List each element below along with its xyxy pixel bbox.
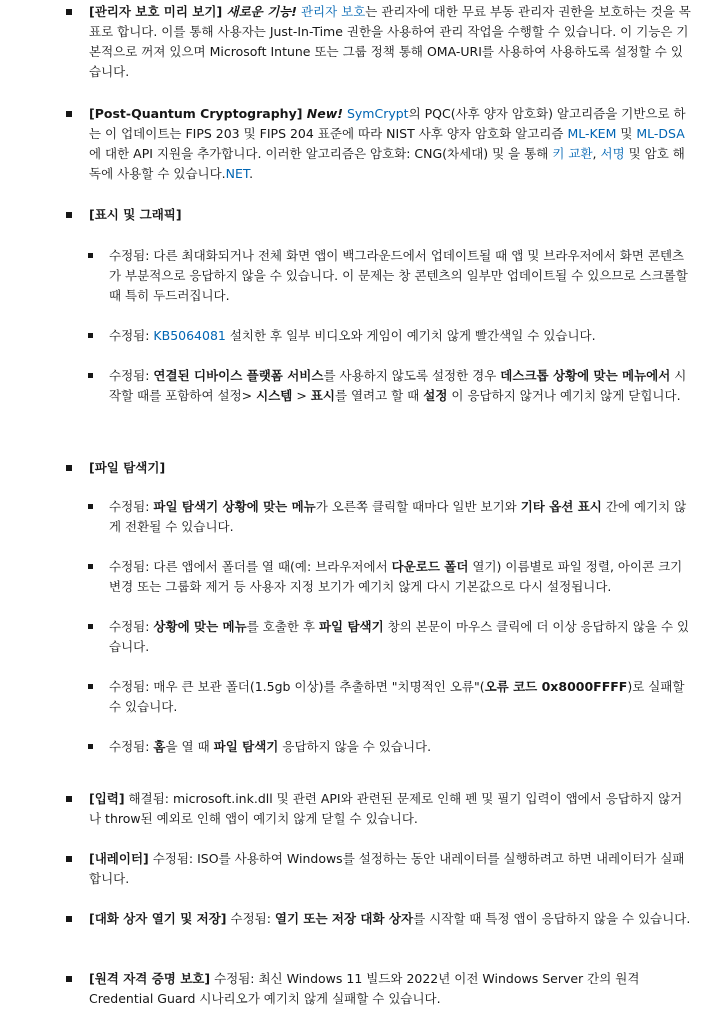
text-run: 수정됨: 최신 Windows 11 빌드와 2022년 이전 Windows Server 간의 원격 Credential Guard 시나리오가 예기치 않게 실패할 수 있습니다. bbox=[89, 971, 640, 1006]
bold-text: 표시 bbox=[310, 388, 335, 403]
bullet-icon bbox=[88, 504, 93, 509]
text-run: 해결됨: microsoft.ink.dll 및 관련 API와 관련된 문제로 인해 펜 및 필기 입력이 앱에서 응답하지 않거나 throw된 예외로 인해 앱이 예기치 않게 닫힐 수 있습니다. bbox=[89, 791, 683, 826]
text-run: 창의 본문이 마우스 클릭에 더 이상 응답하지 않을 수 있습니다. bbox=[109, 619, 690, 654]
text-run: 및 암호 해독에 사용할 수 있습니다. bbox=[89, 146, 685, 181]
bullet-icon bbox=[66, 9, 72, 15]
bullet-icon bbox=[66, 976, 72, 982]
inline-link[interactable]: 관리자 보호 bbox=[300, 4, 366, 19]
new-feature-tag: 새로운 기능! bbox=[226, 4, 297, 19]
list-item-text bbox=[89, 969, 693, 1009]
text-run: > bbox=[292, 388, 311, 403]
text-run: 응답하지 않을 수 있습니다. bbox=[278, 739, 432, 754]
bullet-icon bbox=[88, 684, 93, 689]
text-run: 의 PQC(사후 양자 암호화) 알고리즘을 기반으로 하는 이 업데이트는 FIPS 203 및 FIPS 204 표준에 따라 NIST 사후 양자 암호화 알고리즘 bbox=[89, 106, 686, 141]
text-run: 을 열 때 bbox=[165, 739, 214, 754]
bullet-icon bbox=[88, 624, 93, 629]
list-item-text bbox=[109, 366, 691, 406]
list-item-text bbox=[109, 737, 691, 757]
list-item-text bbox=[89, 789, 693, 829]
bullet-icon bbox=[66, 212, 72, 218]
bullet-icon bbox=[88, 253, 93, 258]
text-run: 를 사용하지 않도록 설정한 경우 bbox=[323, 368, 501, 383]
text-run: 수정됨: 다른 최대화되거나 전체 화면 앱이 백그라운드에서 업데이트될 때 앱 및 브라우저에서 화면 콘텐츠가 부분적으로 응답하지 않을 수 있습니다. 이 문제는 창 콘텐츠의 일부만 업데이트될 수 있으므로 스크롤할 때 특히 두드러집니다. bbox=[109, 248, 688, 303]
text-run: 가 오른쪽 클릭할 때마다 일반 보기와 bbox=[315, 499, 521, 514]
bold-text: [파일 탐색기] bbox=[89, 460, 166, 475]
text-run: 수정됨: bbox=[109, 368, 154, 383]
text-run: 설치한 후 일부 비디오와 게임이 예기치 않게 빨간색일 수 있습니다. bbox=[225, 328, 596, 343]
list-item-text bbox=[89, 2, 693, 82]
bold-text: 파일 탐색기 상황에 맞는 메뉴 bbox=[153, 499, 316, 514]
bold-text: 상황에 맞는 메뉴 bbox=[153, 619, 247, 634]
bold-text: 데스크톱 상황에 맞는 메뉴에서 bbox=[500, 368, 671, 383]
bold-text: 연결된 디바이스 플랫폼 서비스 bbox=[153, 368, 324, 383]
bold-text: [Post-Quantum Cryptography] bbox=[89, 106, 307, 121]
text-run: 를 호출한 후 bbox=[246, 619, 319, 634]
bold-text: 다운로드 폴더 bbox=[391, 559, 469, 574]
text-run: 수정됨: bbox=[226, 911, 275, 926]
bold-text: 파일 탐색기 bbox=[318, 619, 384, 634]
list-item-text bbox=[89, 909, 693, 929]
bold-text: [원격 자격 증명 보호] bbox=[89, 971, 211, 986]
text-run: 간에 예기치 않게 전환될 수 있습니다. bbox=[109, 499, 687, 534]
section-heading bbox=[89, 205, 693, 225]
text-run: 는 관리자에 대한 무료 부동 관리자 권한을 보호하는 것을 목표로 합니다. 이를 통해 사용자는 Just-In-Time 권한을 사용하여 관리 작업을 수행할 수 있습니다. 이 기능은 기본적으로 꺼져 있으며 Microsoft Intune 또는 그룹 정책 통해 OMA-URI를 사용하여 사용하도록 설정할 수 있습니다. bbox=[89, 4, 691, 79]
text-run: 수정됨: 다른 앱에서 폴더를 열 때(예: 브라우저에서 bbox=[109, 559, 392, 574]
bold-text: 파일 탐색기 bbox=[213, 739, 279, 754]
bold-text: [표시 및 그래픽] bbox=[89, 207, 182, 222]
inline-link[interactable]: ML-DSA bbox=[636, 126, 685, 141]
bullet-icon bbox=[66, 111, 72, 117]
list-item-text bbox=[89, 104, 693, 184]
list-item-text bbox=[109, 246, 691, 306]
text-run: 에 대한 API 지원을 추가합니다. 이러한 알고리즘은 암호화: CNG(차세대) 및 을 통해 bbox=[89, 146, 553, 161]
bold-text: [내레이터] bbox=[89, 851, 149, 866]
new-feature-tag: New! bbox=[306, 106, 343, 121]
bold-text: 홈 bbox=[153, 739, 166, 754]
text-run: 를 열려고 할 때 bbox=[334, 388, 424, 403]
text-run: 및 bbox=[616, 126, 637, 141]
inline-link[interactable]: 서명 bbox=[600, 146, 625, 161]
text-run: )로 실패할 수 있습니다. bbox=[109, 679, 685, 714]
bullet-icon bbox=[88, 744, 93, 749]
bold-text: [대화 상자 열기 및 저장] bbox=[89, 911, 227, 926]
inline-link[interactable]: ML-KEM bbox=[567, 126, 617, 141]
bold-text: 기타 옵션 표시 bbox=[520, 499, 602, 514]
bold-text: [입력] bbox=[89, 791, 125, 806]
text-run: 수정됨: 매우 큰 보관 폴더(1.5gb 이상)를 추출하면 "치명적인 오류"( bbox=[109, 679, 485, 694]
bullet-icon bbox=[88, 333, 93, 338]
list-item-text bbox=[109, 677, 691, 717]
bold-text: 설정 bbox=[423, 388, 448, 403]
bold-text: [관리자 보호 미리 보기] bbox=[89, 4, 227, 19]
inline-link[interactable]: 키 교환 bbox=[552, 146, 593, 161]
text-run: 수정됨: bbox=[109, 499, 154, 514]
text-run: 수정됨: bbox=[109, 619, 154, 634]
bold-text: 열기 또는 저장 대화 상자 bbox=[274, 911, 414, 926]
inline-link[interactable]: KB5064081 bbox=[153, 328, 226, 343]
text-run: 수정됨: ISO를 사용하여 Windows를 설정하는 동안 내레이터를 실행하려고 하면 내레이터가 실패합니다. bbox=[89, 851, 685, 886]
bullet-icon bbox=[66, 796, 72, 802]
bullet-icon bbox=[66, 465, 72, 471]
inline-link[interactable]: SymCrypt bbox=[346, 106, 409, 121]
inline-link[interactable]: NET bbox=[225, 166, 250, 181]
list-item-text bbox=[89, 849, 693, 889]
text-run: 시작할 때를 포함하여 설정> bbox=[109, 368, 687, 403]
bullet-icon bbox=[88, 373, 93, 378]
bullet-icon bbox=[88, 564, 93, 569]
section-heading bbox=[89, 458, 693, 478]
text-run: 열기) 이름별로 파일 정렬, 아이콘 크기 변경 또는 그룹화 제거 등 사용자 지정 보기가 예기치 않게 다시 기본값으로 다시 설정됩니다. bbox=[109, 559, 683, 594]
list-item-text bbox=[109, 497, 691, 537]
text-run: 수정됨: bbox=[109, 328, 154, 343]
text-run: 를 시작할 때 특정 앱이 응답하지 않을 수 있습니다. bbox=[413, 911, 691, 926]
bold-text: 오류 코드 0x8000FFFF bbox=[484, 679, 628, 694]
bullet-icon bbox=[66, 916, 72, 922]
list-item-text bbox=[109, 617, 691, 657]
list-item-text bbox=[109, 326, 691, 346]
text-run: 이 응답하지 않거나 예기치 않게 닫힙니다. bbox=[447, 388, 681, 403]
bold-text: 시스템 bbox=[256, 388, 293, 403]
list-item-text bbox=[109, 557, 691, 597]
text-run: . bbox=[249, 166, 254, 181]
text-run: , bbox=[592, 146, 601, 161]
bullet-icon bbox=[66, 856, 72, 862]
text-run: 수정됨: bbox=[109, 739, 154, 754]
